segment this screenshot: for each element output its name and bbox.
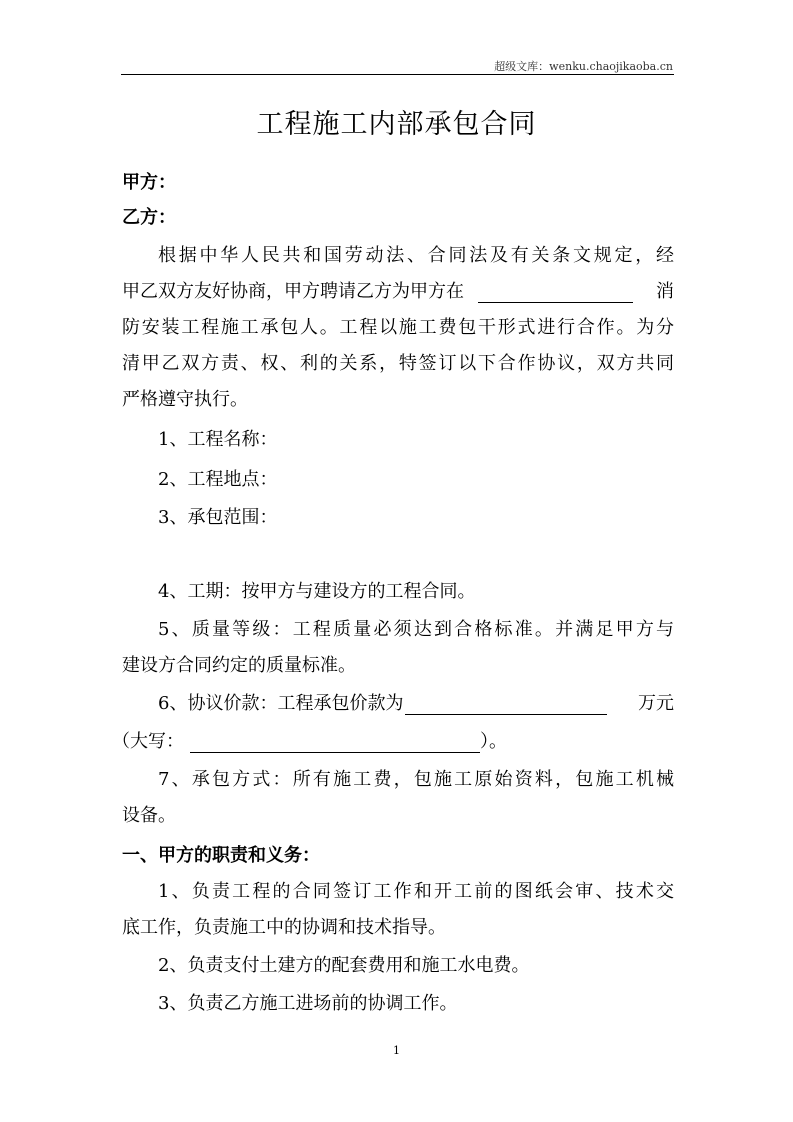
section-heading: 一、甲方的职责和义务： xyxy=(122,845,320,866)
item-6-unit: 万元 xyxy=(638,693,674,714)
intro-line: 严格遵守执行。 xyxy=(122,389,248,410)
item-5-cont: 建设方合同约定的质量标准。 xyxy=(122,655,356,676)
item-6-text: 6、协议价款：工程承包价款为 xyxy=(158,693,404,714)
project-blank xyxy=(478,284,633,303)
header-rule xyxy=(121,74,674,75)
intro-text: 消 xyxy=(656,281,674,302)
item-6-capital-label: （大写： xyxy=(112,731,184,752)
intro-line: 根据中华人民共和国劳动法、合同法及有关条文规定，经 xyxy=(158,245,674,266)
item-4: 4、工期：按甲方与建设方的工程合同。 xyxy=(158,581,476,602)
header-site: 超级文库：wenku.chaojikaoba.cn xyxy=(494,60,673,73)
document-title: 工程施工内部承包合同 xyxy=(256,109,537,140)
page-number: 1 xyxy=(393,1044,400,1057)
price-blank xyxy=(405,696,607,715)
duty-3: 3、负责乙方施工进场前的协调工作。 xyxy=(158,993,458,1014)
intro-line xyxy=(122,281,674,303)
item-3: 3、承包范围： xyxy=(158,507,278,528)
party-a: 甲方： xyxy=(122,172,176,193)
duty-1: 1、负责工程的合同签订工作和开工前的图纸会审、技术交 xyxy=(158,881,674,902)
item-1: 1、工程名称： xyxy=(158,429,278,450)
item-2: 2、工程地点： xyxy=(158,469,278,490)
party-b: 乙方： xyxy=(122,207,176,228)
item-6 xyxy=(122,693,674,715)
item-7-cont: 设备。 xyxy=(122,805,176,826)
item-6-cont xyxy=(112,731,664,753)
item-5: 5、质量等级：工程质量必须达到合格标准。并满足甲方与 xyxy=(158,619,674,640)
capital-blank xyxy=(190,734,480,753)
intro-text: 甲乙双方友好协商，甲方聘请乙方为甲方在 xyxy=(122,281,464,302)
duty-2: 2、负责支付土建方的配套费用和施工水电费。 xyxy=(158,955,530,976)
item-7: 7、承包方式：所有施工费，包施工原始资料，包施工机械 xyxy=(158,769,674,790)
intro-line: 防安装工程施工承包人。工程以施工费包干形式进行合作。为分 xyxy=(122,317,674,338)
intro-line: 清甲乙双方责、权、利的关系，特签订以下合作协议，双方共同 xyxy=(122,353,674,374)
duty-1-cont: 底工作，负责施工中的协调和技术指导。 xyxy=(122,917,446,938)
item-6-close: ）。 xyxy=(480,731,507,752)
